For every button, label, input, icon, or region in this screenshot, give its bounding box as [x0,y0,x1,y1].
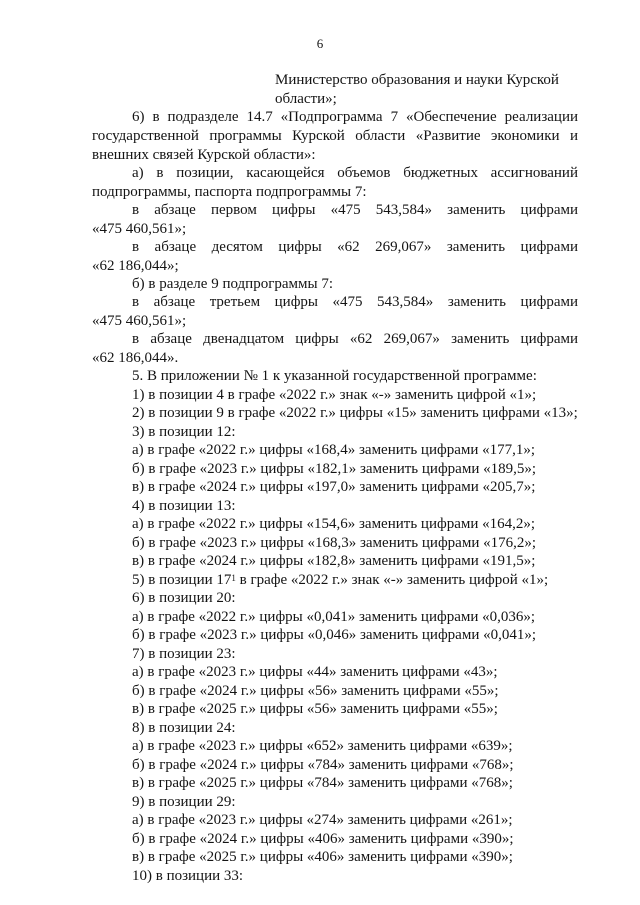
text-line: в) в графе «2025 г.» цифры «406» заменить цифрами «390»; [132,849,513,865]
text-line: б) в графе «2024 г.» цифры «56» заменить цифрами «55»; [132,683,499,699]
text-line: 7) в позиции 23: [132,646,236,662]
text-line: Министерство образования и науки Курской [275,72,559,88]
text-line: в) в графе «2024 г.» цифры «182,8» заменить цифрами «191,5»; [132,553,536,569]
text-line: а) в графе «2023 г.» цифры «274» заменить цифрами «261»; [132,812,513,828]
text-line: а) в графе «2022 г.» цифры «168,4» заменить цифрами «177,1»; [132,442,536,458]
text-line: в абзаце двенадцатом цифры «62 269,067» заменить цифрами [132,331,578,347]
text-line: «62 186,044». [92,350,179,366]
text-line: 1) в позиции 4 в графе «2022 г.» знак «-» заменить цифрой «1»; [132,387,537,403]
text-line: 2) в позиции 9 в графе «2022 г.» цифры «15» заменить цифрами «13»; [132,405,578,421]
text-line: в абзаце первом цифры «475 543,584» заменить цифрами [132,202,578,218]
text-line: б) в графе «2024 г.» цифры «406» заменить цифрами «390»; [132,831,514,847]
text-line: государственной программы Курской области «Развитие экономики и [92,128,578,144]
text-line-with-superscript [132,571,548,589]
text-line: в абзаце третьем цифры «475 543,584» заменить цифрами [132,294,578,310]
superscript: 1 [231,573,236,583]
text-line: а) в графе «2022 г.» цифры «154,6» заменить цифрами «164,2»; [132,516,536,532]
text-line: а) в позиции, касающейся объемов бюджетных ассигнований [132,165,578,181]
text-line: 9) в позиции 29: [132,794,236,810]
text-line: б) в графе «2023 г.» цифры «182,1» заменить цифрами «189,5»; [132,461,537,477]
text-line: б) в разделе 9 подпрограммы 7: [132,276,333,292]
text-line: а) в графе «2023 г.» цифры «652» заменить цифрами «639»; [132,738,513,754]
text-line: 6) в подразделе 14.7 «Подпрограмма 7 «Обеспечение реализации [132,109,578,125]
text-line: «475 460,561»; [92,313,187,329]
text-line: области»; [275,91,337,107]
text-line: внешних связей Курской области»: [92,147,316,163]
text-line: «475 460,561»; [92,221,187,237]
text-line: в абзаце десятом цифры «62 269,067» заменить цифрами [132,239,578,255]
text-line: 4) в позиции 13: [132,498,236,514]
text-line: в) в графе «2025 г.» цифры «56» заменить цифрами «55»; [132,701,498,717]
text-line: б) в графе «2023 г.» цифры «168,3» заменить цифрами «176,2»; [132,535,537,551]
text-line: 5. В приложении № 1 к указанной государственной программе: [132,368,537,384]
text-line: «62 186,044»; [92,258,179,274]
text-line: в) в графе «2025 г.» цифры «784» заменить цифрами «768»; [132,775,513,791]
text-line: а) в графе «2023 г.» цифры «44» заменить цифрами «43»; [132,664,498,680]
text-line: б) в графе «2024 г.» цифры «784» заменить цифрами «768»; [132,757,514,773]
text-line: б) в графе «2023 г.» цифры «0,046» заменить цифрами «0,041»; [132,627,537,643]
text-line-rest: в графе «2022 г.» знак «-» заменить цифрой «1»; [239,572,549,588]
text-line: 8) в позиции 24: [132,720,236,736]
text-line: в) в графе «2024 г.» цифры «197,0» заменить цифрами «205,7»; [132,479,536,495]
text-line: 3) в позиции 12: [132,424,236,440]
page-number: 6 [316,36,324,51]
text-line-prefix: 5) в позиции 17 [132,572,232,588]
text-line: 10) в позиции 33: [132,868,244,884]
text-line: а) в графе «2022 г.» цифры «0,041» заменить цифрами «0,036»; [132,609,536,625]
text-line: 6) в позиции 20: [132,590,236,606]
text-line: подпрограммы, паспорта подпрограммы 7: [92,184,367,200]
